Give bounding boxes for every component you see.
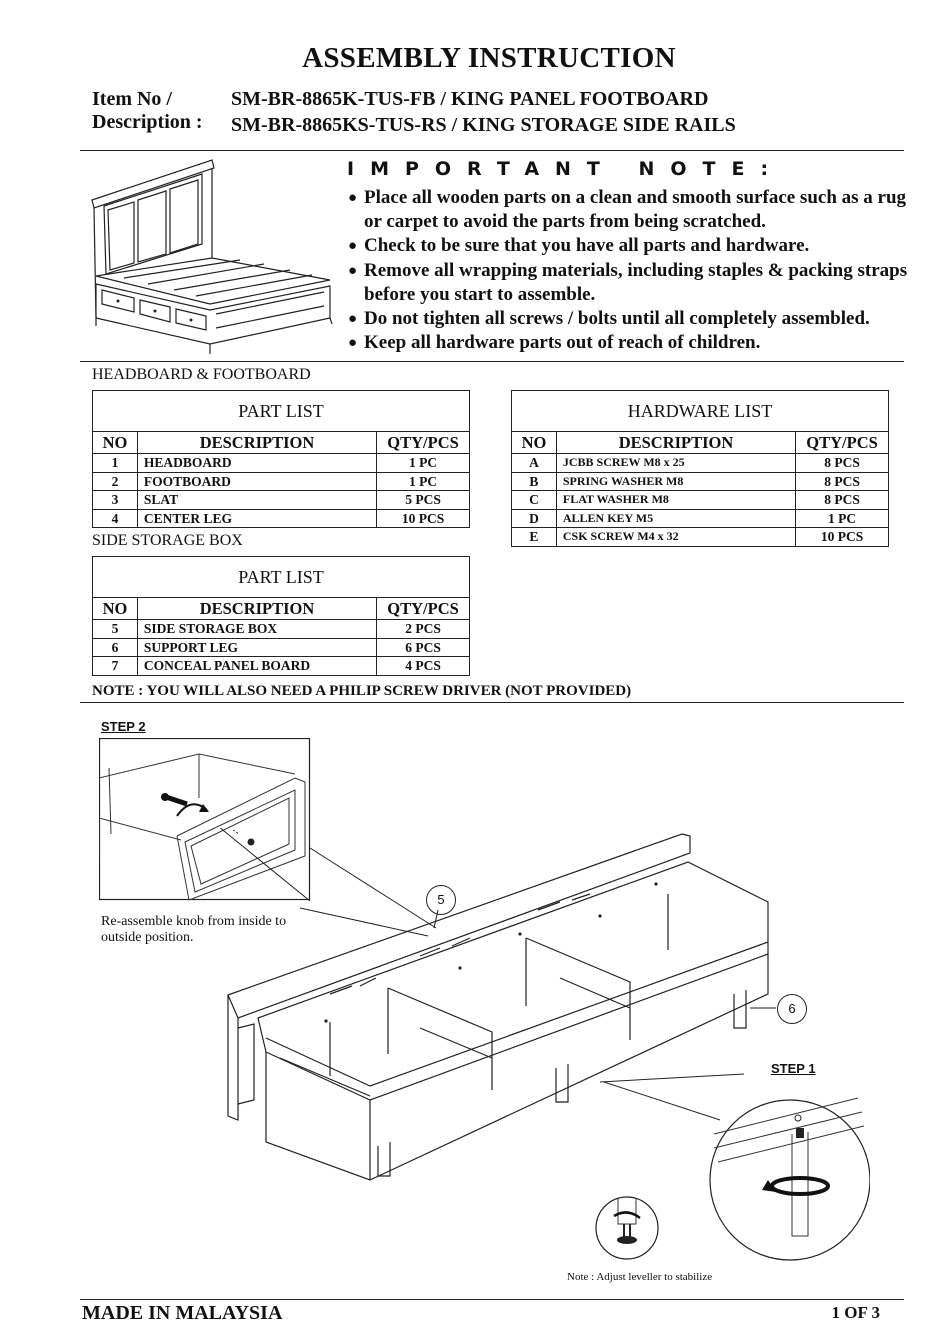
tool-note: NOTE : YOU WILL ALSO NEED A PHILIP SCREW DRIVER (NOT PROVIDED) bbox=[92, 683, 632, 699]
item-label: Item No / bbox=[92, 88, 172, 110]
table-row: C FLAT WASHER M8 8 PCS bbox=[512, 491, 889, 510]
column-header: DESCRIPTION bbox=[137, 598, 376, 620]
note-item: ● Place all wooden parts on a clean and smooth surface such as a rug or carpet to avoid the parts from being scratched. bbox=[348, 187, 907, 233]
table-row: A JCBB SCREW M8 x 25 8 PCS bbox=[512, 454, 889, 473]
table-row: 5 SIDE STORAGE BOX 2 PCS bbox=[93, 620, 470, 639]
leveller-note: Note : Adjust leveller to stabilize bbox=[567, 1271, 713, 1283]
bullet-icon: ● bbox=[348, 190, 358, 206]
divider bbox=[80, 1299, 904, 1300]
part-list-table-storage bbox=[92, 556, 470, 676]
callout-part-6: 6 bbox=[777, 994, 807, 1024]
column-header: NO bbox=[93, 598, 138, 620]
leader-lines bbox=[300, 840, 460, 1080]
step-2-note: Re-assemble knob from inside to outside position. bbox=[101, 914, 287, 945]
bed-illustration bbox=[84, 158, 339, 358]
bullet-icon: ● bbox=[348, 335, 358, 352]
table-row: 4 CENTER LEG 10 PCS bbox=[93, 509, 470, 528]
note-item: ● Do not tighten all screws / bolts until all completely assembled. bbox=[348, 307, 908, 331]
table-caption: PART LIST bbox=[93, 557, 470, 598]
item-line-2: SM-BR-8865KS-TUS-RS / KING STORAGE SIDE RAILS bbox=[231, 114, 736, 136]
table-row: 6 SUPPORT LEG 6 PCS bbox=[93, 638, 470, 657]
table-caption: PART LIST bbox=[93, 391, 470, 432]
column-header: QTY/PCS bbox=[796, 432, 889, 454]
table-row: D ALLEN KEY M5 1 PC bbox=[512, 509, 889, 528]
note-item: ● Remove all wrapping materials, including staples & packing straps before you start to assemble. bbox=[348, 259, 908, 305]
table-row: 7 CONCEAL PANEL BOARD 4 PCS bbox=[93, 657, 470, 676]
table-caption: HARDWARE LIST bbox=[512, 391, 889, 432]
table-row: 2 FOOTBOARD 1 PC bbox=[93, 472, 470, 491]
hardware-list-table bbox=[511, 390, 889, 547]
table-row: E CSK SCREW M4 x 32 10 PCS bbox=[512, 528, 889, 547]
bullet-icon: ● bbox=[348, 311, 358, 328]
step-1-label: STEP 1 bbox=[771, 1061, 816, 1076]
table-row: B SPRING WASHER M8 8 PCS bbox=[512, 472, 889, 491]
table-row: 3 SLAT 5 PCS bbox=[93, 491, 470, 510]
section-label-storage: SIDE STORAGE BOX bbox=[92, 532, 243, 549]
note-item: ● Keep all hardware parts out of reach of children. bbox=[348, 331, 908, 355]
important-note-list bbox=[348, 186, 908, 355]
column-header: QTY/PCS bbox=[377, 598, 470, 620]
important-note-heading: IMPORTANT NOTE: bbox=[347, 158, 785, 180]
column-header: QTY/PCS bbox=[377, 432, 470, 454]
description-label: Description : bbox=[92, 111, 203, 133]
divider bbox=[80, 150, 904, 151]
callout-part-5: 5 bbox=[426, 885, 456, 915]
column-header: DESCRIPTION bbox=[556, 432, 795, 454]
item-line-1: SM-BR-8865K-TUS-FB / KING PANEL FOOTBOARD bbox=[231, 88, 709, 110]
footer-origin: MADE IN MALAYSIA bbox=[82, 1302, 283, 1324]
bullet-icon: ● bbox=[348, 238, 358, 255]
table-row: 1 HEADBOARD 1 PC bbox=[93, 454, 470, 473]
step-2-label: STEP 2 bbox=[101, 719, 146, 734]
note-item: ● Check to be sure that you have all parts and hardware. bbox=[348, 234, 908, 258]
section-label-headboard: HEADBOARD & FOOTBOARD bbox=[92, 366, 311, 383]
part-list-table-headboard bbox=[92, 390, 470, 528]
column-header: NO bbox=[512, 432, 557, 454]
page-number: 1 OF 3 bbox=[831, 1303, 880, 1322]
column-header: DESCRIPTION bbox=[137, 432, 376, 454]
divider bbox=[80, 702, 904, 703]
divider bbox=[80, 361, 904, 362]
column-header: NO bbox=[93, 432, 138, 454]
leveller-detail-drawing bbox=[594, 1180, 662, 1270]
page-title: ASSEMBLY INSTRUCTION bbox=[302, 42, 676, 74]
bullet-icon: ● bbox=[348, 262, 358, 279]
